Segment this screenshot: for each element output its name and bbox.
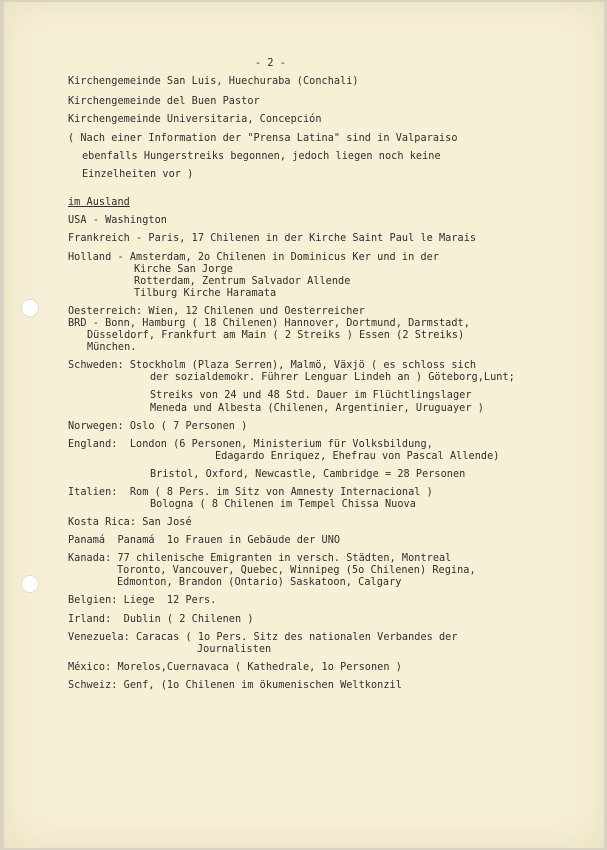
text-line: Bristol, Oxford, Newcastle, Cambridge = 28 Personen <box>150 469 466 480</box>
text-line: México: Morelos,Cuernavaca ( Kathedrale, 1o Personen ) <box>68 662 402 673</box>
section-heading: im Ausland <box>68 197 130 208</box>
text-line: Kirchengemeinde Universitaria, Concepción <box>68 114 322 125</box>
text-line: Rotterdam, Zentrum Salvador Allende <box>134 276 351 287</box>
text-line: USA - Washington <box>68 215 167 226</box>
text-line: Edagardo Enriquez, Ehefrau von Pascal Allende) <box>215 451 500 462</box>
text-line: Oesterreich: Wien, 12 Chilenen und Oesterreicher <box>68 306 365 317</box>
punch-hole-bottom <box>21 575 39 593</box>
text-line: ebenfalls Hungerstreiks begonnen, jedoch liegen noch keine <box>82 151 441 162</box>
text-line: Kanada: 77 chilenische Emigranten in versch. Städten, Montreal <box>68 553 452 564</box>
text-line: Düsseldorf, Frankfurt am Main ( 2 Streiks ) Essen (2 Streiks) <box>87 330 465 341</box>
text-line: BRD - Bonn, Hamburg ( 18 Chilenen) Hannover, Dortmund, Darmstadt, <box>68 318 470 329</box>
text-line: Frankreich - Paris, 17 Chilenen in der Kirche Saint Paul le Marais <box>68 233 477 244</box>
text-line: Meneda und Albesta (Chilenen, Argentinier, Uruguayer ) <box>150 403 484 414</box>
text-line: Kirchengemeinde San Luis, Huechuraba (Conchali) <box>68 76 359 87</box>
page-number: - 2 - <box>255 58 286 69</box>
text-line: der sozialdemokr. Führer Lenguar Lindeh an ) Göteborg,Lunt; <box>150 372 515 383</box>
text-line: Venezuela: Caracas ( 1o Pers. Sitz des nationalen Verbandes der <box>68 632 458 643</box>
text-line: Journalisten <box>197 644 272 655</box>
text-line: Kirchengemeinde del Buen Pastor <box>68 96 260 107</box>
text-line: Streiks von 24 und 48 Std. Dauer im Flüchtlingslager <box>150 390 472 401</box>
document-page <box>4 2 604 848</box>
text-line: München. <box>87 342 137 353</box>
text-line: Schweden: Stockholm (Plaza Serren), Malmö, Växjö ( es schloss sich <box>68 360 477 371</box>
text-line: Kosta Rica: San José <box>68 517 192 528</box>
text-line: Panamá Panamá 1o Frauen in Gebäude der UNO <box>68 535 341 546</box>
text-line: Norwegen: Oslo ( 7 Personen ) <box>68 421 248 432</box>
text-line: ( Nach einer Information der "Prensa Latina" sind in Valparaiso <box>68 133 458 144</box>
text-line: Einzelheiten vor ) <box>82 169 194 180</box>
text-line: England: London (6 Personen, Ministerium für Volksbildung, <box>68 439 433 450</box>
text-line: Toronto, Vancouver, Quebec, Winnipeg (5o Chilenen) Regina, <box>117 565 476 576</box>
text-line: Italien: Rom ( 8 Pers. im Sitz von Amnesty Internacional ) <box>68 487 433 498</box>
text-line: Kirche San Jorge <box>134 264 233 275</box>
punch-hole-top <box>21 299 39 317</box>
text-line: Irland: Dublin ( 2 Chilenen ) <box>68 614 254 625</box>
text-line: Tilburg Kirche Haramata <box>134 288 277 299</box>
text-line: Holland - Amsterdam, 2o Chilenen in Dominicus Ker und in der <box>68 252 440 263</box>
text-line: Schweiz: Genf, (1o Chilenen im ökumenischen Weltkonzil <box>68 680 402 691</box>
text-line: Edmonton, Brandon (Ontario) Saskatoon, Calgary <box>117 577 402 588</box>
text-line: Belgien: Liege 12 Pers. <box>68 595 217 606</box>
text-line: Bologna ( 8 Chilenen im Tempel Chissa Nuova <box>150 499 416 510</box>
